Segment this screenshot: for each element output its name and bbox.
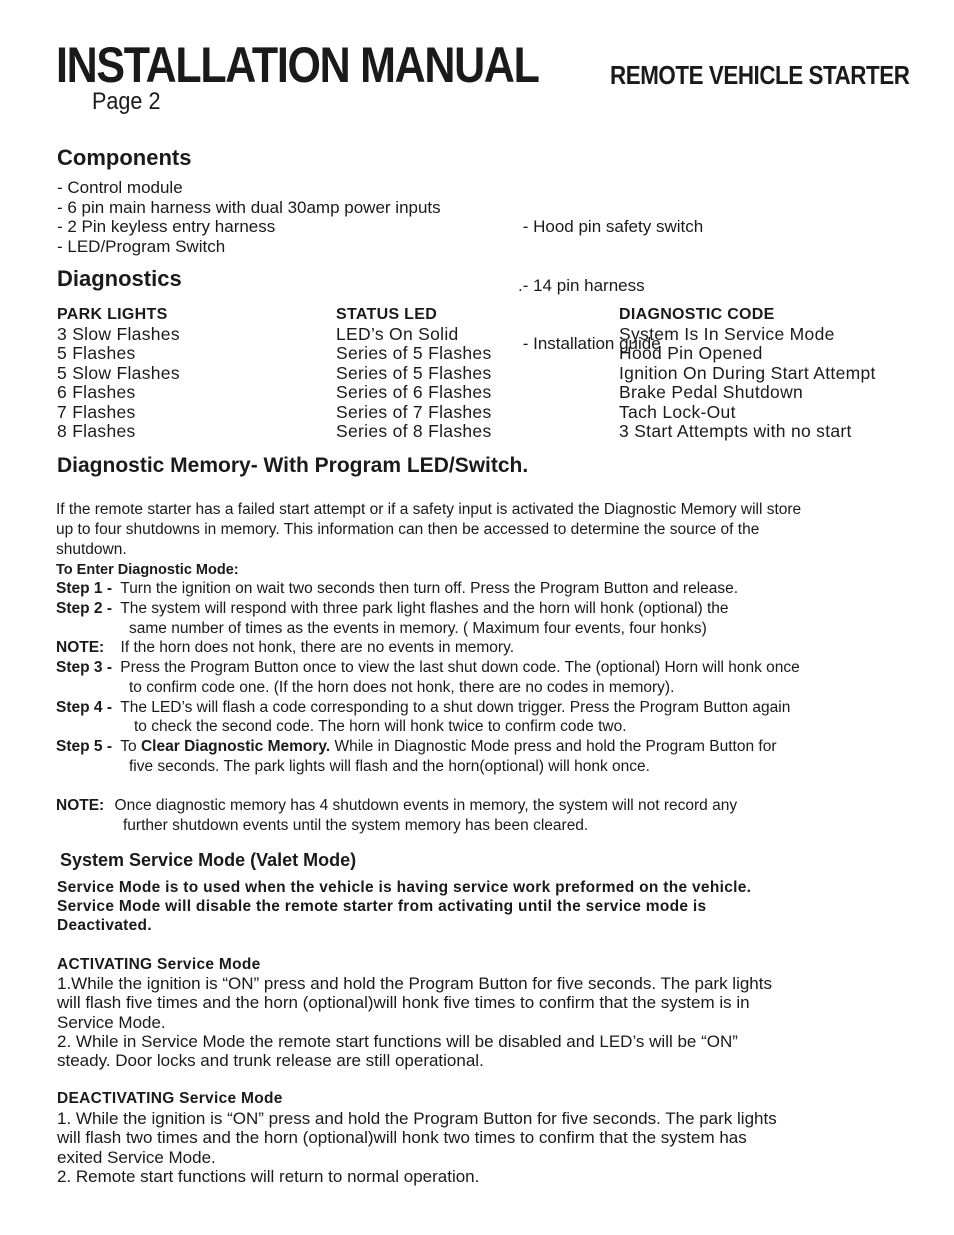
list-item: - 6 pin main harness with dual 30amp power inputs xyxy=(57,197,441,217)
step-label: Step 1 - xyxy=(56,580,112,597)
table-cell: System Is In Service Mode xyxy=(619,323,835,344)
table-cell: 3 Slow Flashes xyxy=(57,323,180,344)
page-number: Page 2 xyxy=(92,88,161,115)
step-3-continued: to confirm code one. (If the horn does not honk, there are no codes in memory). xyxy=(129,679,675,696)
step-5 xyxy=(56,737,777,757)
paragraph-line: Service Mode. xyxy=(57,1012,166,1032)
service-description xyxy=(57,878,751,935)
note-2-continued: further shutdown events until the system memory has been cleared. xyxy=(123,817,589,834)
activating-steps xyxy=(57,974,772,1070)
step-4-continued: to check the second code. The horn will honk twice to confirm code two. xyxy=(134,718,627,735)
step-text: Press the Program Button once to view the last shut down code. The (optional) Horn will honk once xyxy=(120,659,800,676)
column-header-status-led: STATUS LED xyxy=(336,306,438,323)
list-item: - Installation guide xyxy=(518,334,661,353)
paragraph-line: exited Service Mode. xyxy=(57,1147,216,1167)
table-cell: Series of 7 Flashes xyxy=(336,401,492,422)
step-text: The system will respond with three park light flashes and the horn will honk (optional) the xyxy=(120,600,729,617)
table-cell: Series of 8 Flashes xyxy=(336,421,492,441)
table-cell: 5 Slow Flashes xyxy=(57,362,180,383)
step-4 xyxy=(56,698,790,718)
paragraph-line: Service Mode is to used when the vehicle is having service work preformed on the vehicle. xyxy=(57,879,752,896)
paragraph-line: will flash five times and the horn (optional)will honk five times to confirm that the system is in xyxy=(57,993,750,1013)
deactivating-steps xyxy=(57,1109,777,1186)
paragraph-line: 1.While the ignition is “ON” press and hold the Program Button for five seconds. The park lights xyxy=(57,974,772,993)
page-subtitle: REMOTE VEHICLE STARTER xyxy=(610,60,910,90)
step-label: Step 2 - xyxy=(56,600,112,617)
table-cell: 6 Flashes xyxy=(57,382,136,402)
paragraph-line: will flash two times and the horn (optional)will honk two times to confirm that the system has xyxy=(57,1128,747,1148)
table-cell: 3 Start Attempts with no start xyxy=(619,421,852,441)
step-text: The LED’s will flash a code corresponding to a shut down trigger. Press the Program Button again xyxy=(120,699,791,716)
table-cell: 8 Flashes xyxy=(57,421,136,441)
deactivating-heading: DEACTIVATING Service Mode xyxy=(57,1090,283,1107)
paragraph-line: Service Mode will disable the remote starter from activating until the service mode is xyxy=(57,898,707,915)
list-item: - LED/Program Switch xyxy=(57,236,226,256)
table-cell: Ignition On During Start Attempt xyxy=(619,362,876,383)
page-title: INSTALLATION MANUAL xyxy=(56,37,539,93)
step-label: Step 5 - xyxy=(56,738,112,755)
step-3 xyxy=(56,658,800,678)
activating-heading: ACTIVATING Service Mode xyxy=(57,956,261,973)
step-1 xyxy=(56,579,738,599)
paragraph-line: 2. Remote start functions will return to normal operation. xyxy=(57,1166,480,1186)
table-cell: Series of 6 Flashes xyxy=(336,382,492,402)
step-2-continued: same number of times as the events in memory. ( Maximum four events, four honks) xyxy=(129,620,707,637)
note-label: NOTE: xyxy=(56,797,105,814)
table-cell: Brake Pedal Shutdown xyxy=(619,382,804,402)
table-cell: Tach Lock-Out xyxy=(619,401,736,422)
table-cell: 5 Flashes xyxy=(57,343,136,363)
step-5-continued: five seconds. The park lights will flash and the horn(optional) will honk once. xyxy=(129,758,650,775)
table-cell: 7 Flashes xyxy=(57,401,136,422)
step-text: While in Diagnostic Mode press and hold the Program Button for xyxy=(330,738,777,755)
paragraph-line: If the remote starter has a failed start attempt or if a safety input is activated the Diagnostic Memory will store xyxy=(56,501,802,518)
step-bold-text: Clear Diagnostic Memory. xyxy=(140,738,331,755)
paragraph-line: Deactivated. xyxy=(57,917,152,934)
components-list-left xyxy=(57,178,441,256)
step-2 xyxy=(56,599,729,619)
service-heading: System Service Mode (Valet Mode) xyxy=(60,850,357,870)
step-text: To xyxy=(120,738,141,755)
table-cell: LED’s On Solid xyxy=(336,323,459,344)
table-cell: Series of 5 Flashes xyxy=(336,362,492,383)
note-2 xyxy=(56,796,737,816)
paragraph-line: steady. Door locks and trunk release are still operational. xyxy=(57,1051,484,1071)
column-header-diagnostic-code: DIAGNOSTIC CODE xyxy=(619,306,775,323)
paragraph-line: shutdown. xyxy=(56,541,127,558)
diagnostics-heading: Diagnostics xyxy=(57,266,182,291)
diagnostics-park-column xyxy=(57,305,180,442)
paragraph-line: 2. While in Service Mode the remote start functions will be disabled and LED’s will be “ON” xyxy=(57,1031,738,1051)
memory-heading: Diagnostic Memory- With Program LED/Switch. xyxy=(57,454,529,477)
paragraph-line: up to four shutdowns in memory. This information can then be accessed to determine the source of the xyxy=(56,521,760,538)
note-1 xyxy=(56,638,514,658)
list-item: - Control module xyxy=(57,178,183,197)
list-item: .- 14 pin harness xyxy=(518,275,645,295)
diagnostics-code-column xyxy=(619,305,876,442)
list-item: - Hood pin safety switch xyxy=(518,217,704,236)
table-cell: Series of 5 Flashes xyxy=(336,343,492,363)
step-text: Turn the ignition on wait two seconds then turn off. Press the Program Button and release. xyxy=(120,580,739,597)
table-cell: Hood Pin Opened xyxy=(619,343,763,363)
column-header-park-lights: PARK LIGHTS xyxy=(57,306,168,323)
step-label: Step 3 - xyxy=(56,659,112,676)
list-item: - 2 Pin keyless entry harness xyxy=(57,217,276,236)
enter-diagnostic-mode-label: To Enter Diagnostic Mode: xyxy=(56,562,239,578)
note-text: If the horn does not honk, there are no events in memory. xyxy=(120,639,514,656)
note-label: NOTE: xyxy=(56,639,105,656)
components-heading: Components xyxy=(57,145,192,170)
paragraph-line: 1. While the ignition is “ON” press and hold the Program Button for five seconds. The park lights xyxy=(57,1109,777,1128)
diagnostics-status-column xyxy=(336,305,492,442)
memory-intro xyxy=(56,500,801,560)
step-label: Step 4 - xyxy=(56,699,112,716)
note-text: Once diagnostic memory has 4 shutdown events in memory, the system will not record any xyxy=(114,797,738,814)
